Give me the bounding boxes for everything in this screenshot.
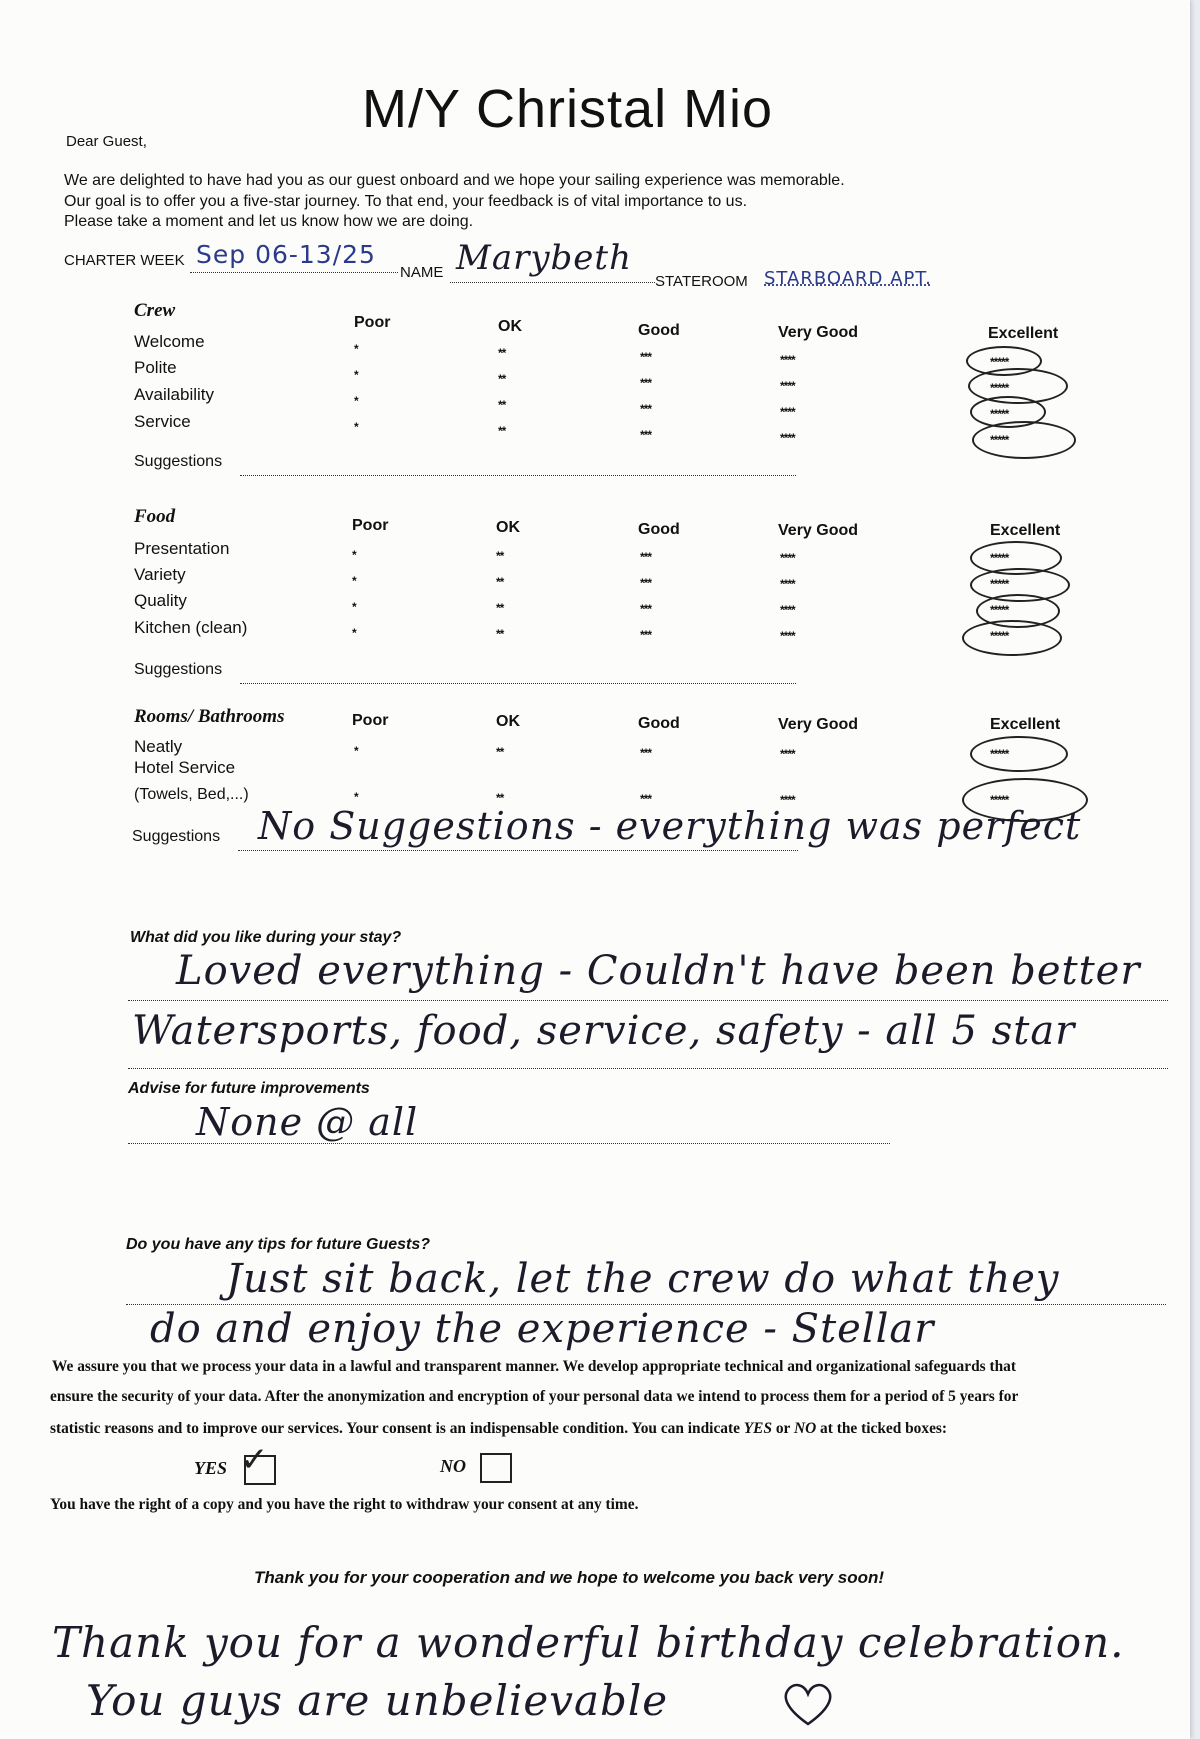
consent-line-2: ensure the security of your data. After the anonymization and encryption of your personal data we intend to process them for a period of 5 years for: [50, 1388, 1019, 1405]
col-excellent: Excellent: [990, 522, 1061, 539]
improve-line: [128, 1143, 890, 1144]
form-title: M/Y Christal Mio: [362, 79, 774, 139]
star-mark: *****: [990, 407, 1009, 421]
food-item-presentation: Presentation: [134, 539, 230, 558]
star-mark: ****: [780, 747, 795, 761]
star-mark: *: [354, 744, 358, 758]
star-mark: *****: [990, 433, 1009, 447]
star-mark: **: [496, 745, 504, 759]
star-mark: *****: [990, 629, 1009, 643]
excellent-circle: [970, 736, 1068, 772]
thanks-line: Thank you for your cooperation and we hope to welcome you back very soon!: [254, 1568, 885, 1587]
star-mark: *: [354, 790, 358, 804]
star-mark: *****: [990, 355, 1009, 369]
star-mark: ****: [780, 551, 795, 565]
col-very-good: Very Good: [778, 324, 859, 341]
consent-line-3: [50, 1420, 947, 1438]
food-item-kitchen: Kitchen (clean): [134, 618, 248, 637]
star-mark: **: [498, 398, 506, 412]
col-poor: Poor: [354, 314, 391, 331]
improve-question: Advise for future improvements: [128, 1080, 370, 1097]
star-mark: ***: [640, 350, 652, 364]
section-title-food: Food: [134, 506, 176, 527]
liked-answer-line-1: Loved everything - Couldn't have been better: [176, 948, 1141, 994]
food-item-variety: Variety: [134, 565, 186, 584]
greeting: Dear Guest,: [66, 133, 147, 150]
star-mark: **: [496, 601, 504, 615]
crew-item-service: Service: [134, 412, 191, 431]
crew-item-welcome: Welcome: [134, 332, 205, 351]
star-mark: *****: [990, 381, 1009, 395]
star-mark: **: [498, 372, 506, 386]
star-mark: ***: [640, 576, 652, 590]
handwritten-note-line-1: Thank you for a wonderful birthday celebration.: [52, 1618, 1125, 1667]
star-mark: *****: [990, 577, 1009, 591]
consent-or: or: [772, 1420, 794, 1437]
star-mark: *****: [990, 551, 1009, 565]
excellent-circle: [962, 620, 1062, 656]
star-mark: **: [496, 549, 504, 563]
star-mark: ****: [780, 629, 795, 643]
name-line: [450, 282, 655, 283]
section-title-crew: Crew: [134, 300, 176, 321]
rooms-suggestions-line: [238, 850, 798, 851]
star-mark: ***: [640, 746, 652, 760]
improve-answer: None @ all: [196, 1100, 419, 1144]
col-excellent: Excellent: [988, 325, 1059, 342]
crew-item-availability: Availability: [134, 385, 215, 404]
star-mark: *: [354, 368, 358, 382]
crew-suggestions-label: Suggestions: [134, 453, 223, 470]
rooms-item-hotel-service-detail: (Towels, Bed,...): [134, 786, 249, 803]
col-very-good: Very Good: [778, 716, 859, 733]
intro-line-2: Our goal is to offer you a five-star journey. To that end, your feedback is of vital importance to us.: [64, 193, 748, 210]
col-poor: Poor: [352, 712, 389, 729]
col-ok: OK: [498, 318, 522, 335]
consent-no-ref: NO: [793, 1420, 817, 1437]
stateroom-label: STATEROOM: [655, 273, 748, 290]
liked-question: What did you like during your stay?: [130, 929, 402, 946]
col-poor: Poor: [352, 517, 389, 534]
intro-line-1: We are delighted to have had you as our guest onboard and we hope your sailing experience was memorable.: [64, 172, 845, 189]
food-suggestions-label: Suggestions: [134, 661, 223, 678]
consent-line-1: We assure you that we process your data in a lawful and transparent manner. We develop appropriate technical and organizational safeguards that: [52, 1358, 1016, 1375]
col-good: Good: [638, 715, 680, 732]
charter-week-line: [190, 272, 398, 273]
liked-line-1: [128, 1000, 1168, 1001]
tips-question: Do you have any tips for future Guests?: [126, 1236, 431, 1253]
food-item-quality: Quality: [134, 591, 187, 610]
crew-suggestions-line: [240, 475, 796, 476]
name-value: Marybeth: [456, 238, 632, 278]
star-mark: **: [496, 575, 504, 589]
liked-answer-line-2: Watersports, food, service, safety - all 5 star: [132, 1008, 1076, 1054]
col-good: Good: [638, 521, 680, 538]
star-mark: *: [352, 600, 356, 614]
name-label: NAME: [400, 264, 444, 281]
heart-doodle-icon: [780, 1680, 836, 1728]
star-mark: *****: [990, 793, 1009, 807]
star-mark: **: [496, 627, 504, 641]
col-ok: OK: [496, 519, 520, 536]
star-mark: *: [352, 548, 356, 562]
no-label: NO: [440, 1456, 466, 1476]
food-suggestions-line: [240, 683, 796, 684]
consent-rights: You have the right of a copy and you have the right to withdraw your consent at any time.: [50, 1496, 639, 1513]
star-mark: *: [352, 626, 356, 640]
star-mark: ****: [780, 379, 795, 393]
charter-week-value: Sep 06-13/25: [196, 240, 376, 269]
star-mark: ***: [640, 628, 652, 642]
liked-line-2: [128, 1068, 1168, 1069]
star-mark: ***: [640, 602, 652, 616]
intro-line-3: Please take a moment and let us know how we are doing.: [64, 213, 474, 230]
rooms-suggestion-text: No Suggestions - everything was perfect: [258, 804, 1082, 848]
star-mark: ***: [640, 402, 652, 416]
tips-answer-line-1: Just sit back, let the crew do what they: [226, 1256, 1060, 1302]
star-mark: ****: [780, 577, 795, 591]
star-mark: **: [496, 791, 504, 805]
tips-answer-line-2: do and enjoy the experience - Stellar: [150, 1306, 935, 1352]
consent-line-3-a: statistic reasons and to improve our services. Your consent is an indispensable condition. You can indicate: [50, 1420, 744, 1437]
handwritten-note-line-2: You guys are unbelievable: [86, 1676, 669, 1725]
star-mark: ***: [640, 376, 652, 390]
star-mark: *: [354, 394, 358, 408]
consent-yes-ref: YES: [743, 1420, 773, 1437]
star-mark: ****: [780, 793, 795, 807]
col-ok: OK: [496, 713, 520, 730]
star-mark: *: [354, 420, 358, 434]
col-very-good: Very Good: [778, 522, 859, 539]
star-mark: ****: [780, 431, 795, 445]
crew-item-polite: Polite: [134, 358, 177, 377]
section-title-rooms: Rooms/ Bathrooms: [134, 706, 285, 727]
col-excellent: Excellent: [990, 716, 1061, 733]
star-mark: ****: [780, 405, 795, 419]
charter-week-label: CHARTER WEEK: [64, 252, 185, 269]
star-mark: *: [352, 574, 356, 588]
tips-line: [126, 1304, 1166, 1305]
stateroom-value: STARBOARD APT.: [764, 268, 932, 289]
rooms-item-hotel-service: Hotel Service: [134, 758, 236, 777]
rooms-item-neatly: Neatly: [134, 737, 183, 756]
star-mark: ****: [780, 353, 795, 367]
star-mark: *****: [990, 603, 1009, 617]
no-checkbox[interactable]: [480, 1453, 512, 1483]
rooms-suggestions-label: Suggestions: [132, 828, 221, 845]
yes-label: YES: [194, 1458, 228, 1478]
star-mark: ***: [640, 792, 652, 806]
star-mark: ****: [780, 603, 795, 617]
star-mark: ***: [640, 550, 652, 564]
star-mark: **: [498, 424, 506, 438]
star-mark: *****: [990, 747, 1009, 761]
col-good: Good: [638, 322, 680, 339]
excellent-circle: [972, 421, 1076, 459]
yes-check-mark-icon: ✓: [240, 1440, 269, 1480]
star-mark: ***: [640, 428, 652, 442]
star-mark: **: [498, 346, 506, 360]
consent-line-3-b: at the ticked boxes:: [816, 1420, 948, 1437]
star-mark: *: [354, 342, 358, 356]
